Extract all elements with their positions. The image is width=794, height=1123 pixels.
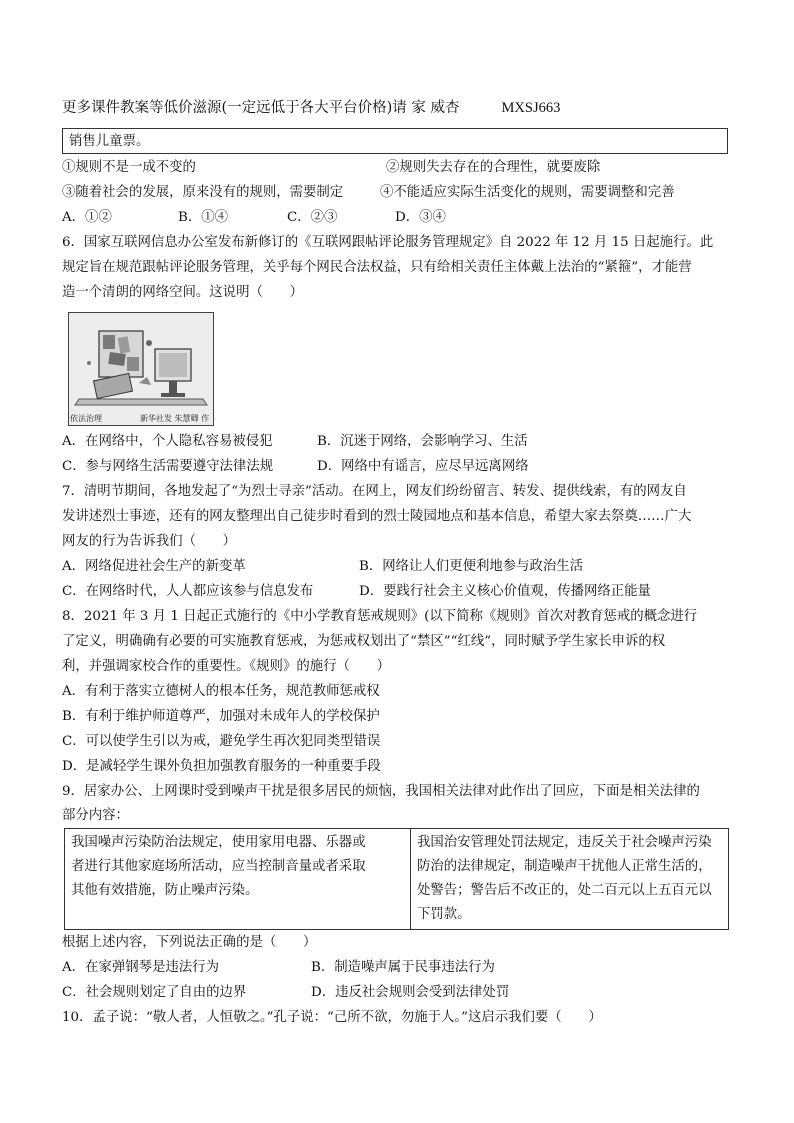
q8-option-a: A．有利于落实立德树人的根本任务，规范教师惩戒权: [62, 684, 380, 699]
q5-choice-c: C．②③: [287, 210, 338, 225]
q8-stem-line-1: 8．2021 年 3 月 1 日起正式施行的《中小学教育惩戒规则》(以下简称《规则》首次对教育惩戒的概念进行: [62, 609, 698, 624]
q6-stem-line-2: 规定旨在规范跟帖评论服务管理，关乎每个网民合法权益，只有给相关责任主体戴上法治的“紧箍”，才能营: [62, 260, 692, 275]
q9-law-right-cell: [411, 829, 729, 930]
q5-tail-text: 销售儿童票。: [69, 134, 150, 149]
q9-option-b: B．制造噪声属于民事违法行为: [311, 960, 495, 975]
q7-option-c: C．在网络时代，人人都应该参与信息发布: [62, 584, 314, 599]
q9-law-right-line: 我国治安管理处罚法规定，违反关于社会噪声污染: [417, 835, 712, 850]
q9-law-left-line: 我国噪声污染防治法规定，使用家用电器、乐器或: [71, 835, 366, 850]
q5-choice-b: B．①④: [178, 210, 229, 225]
q8-stem-line-3: 利，并强调家校合作的重要性。《规则》的施行（ ）: [62, 659, 391, 674]
q5-boxed-material: [62, 128, 728, 154]
q9-question: 根据上述内容，下列说法正确的是（ ）: [62, 935, 317, 950]
q9-law-left-cell: [65, 829, 411, 930]
q9-stem-line-1: 9．居家办公、上网课时受到噪声干扰是很多居民的烦恼，我国相关法律对此作出了回应，下面是相关法律的: [62, 784, 700, 799]
q9-option-a: A．在家弹钢琴是违法行为: [62, 960, 219, 975]
q5-option-4: ④不能适应实际生活变化的规则，需要调整和完善: [380, 185, 675, 200]
q6-option-d: D．网络中有谣言，应尽早远离网络: [317, 459, 529, 474]
q9-stem-line-2: 部分内容：: [62, 808, 129, 823]
q9-option-c: C．社会规则划定了自由的边界: [62, 985, 247, 1000]
q5-option-3: ③随着社会的发展，原来没有的规则，需要制定: [62, 185, 344, 200]
q6-stem-line-1: 6．国家互联网信息办公室发布新修订的《互联网跟帖评论服务管理规定》自 2022 年 12 月 15 日起施行。此: [62, 235, 714, 250]
q6-option-b: B．沉迷于网络，会影响学习、生活: [317, 434, 528, 449]
q8-stem-line-2: 了定义，明确确有必要的可实施教育惩戒，为惩戒权划出了“禁区”“红线”，同时赋予学生家长申诉的权: [62, 634, 666, 649]
header-text: 更多课件教案等低价滋源(一定远低于各大平台价格)请 家 威杏: [62, 100, 460, 116]
q6-option-c: C．参与网络生活需要遵守法律法规: [62, 459, 274, 474]
header-code: MXSJ663: [501, 100, 561, 116]
q9-law-right-line: 处警告；警告后不改正的，处二百元以上五百元以: [417, 883, 712, 898]
q9-law-right-line: 下罚款。: [417, 907, 471, 922]
q8-option-b: B．有利于维护师道尊严，加强对未成年人的学校保护: [62, 709, 380, 724]
q7-stem-line-3: 网友的行为告诉我们（ ）: [62, 534, 237, 549]
q9-law-left-line: 其他有效措施，防止噪声污染。: [71, 883, 259, 898]
q7-option-b: B．网络让人们更便利地参与政治生活: [359, 559, 584, 574]
q7-stem-line-2: 发讲述烈士事迹，还有的网友整理出自己徒步时看到的烈士陵园地点和基本信息，希望大家去祭奠……广大: [62, 509, 692, 524]
q10-stem-line-1: 10．孟子说：“敬人者，人恒敬之。”孔子说：“己所不欲，勿施于人。”这启示我们要（ ）: [62, 1010, 602, 1025]
q5-choice-d: D．③④: [395, 210, 446, 225]
q5-option-1: ①规则不是一成不变的: [62, 160, 196, 175]
q6-cartoon-image: [68, 312, 214, 426]
cartoon-caption-left: 依法治理: [70, 414, 102, 423]
q9-law-table: [64, 828, 729, 930]
q8-option-c: C．可以使学生引以为戒，避免学生再次犯同类型错误: [62, 734, 381, 749]
page-header: [62, 96, 560, 117]
q7-option-a: A．网络促进社会生产的新变革: [62, 559, 246, 574]
q7-option-d: D．要践行社会主义核心价值观，传播网络正能量: [359, 584, 651, 599]
q5-option-2: ②规则失去存在的合理性，就要废除: [386, 160, 601, 175]
q6-option-a: A．在网络中，个人隐私容易被侵犯: [62, 434, 273, 449]
cartoon-illustration: [69, 313, 213, 425]
q9-law-right-line: 防治的法律规定，制造噪声干扰他人正常生活的，: [417, 859, 712, 874]
q9-option-d: D．违反社会规则会受到法律处罚: [311, 985, 510, 1000]
q8-option-d: D．是减轻学生课外负担加强教育服务的一种重要手段: [62, 759, 381, 774]
q5-choice-a: A．①②: [62, 210, 112, 225]
q6-stem-line-3: 造一个清朗的网络空间。这说明（ ）: [62, 285, 304, 300]
q9-law-left-line: 者进行其他家庭场所活动，应当控制音量或者采取: [71, 859, 366, 874]
cartoon-caption-right: 新华社发 朱慧卿 作: [140, 414, 210, 423]
q7-stem-line-1: 7．清明节期间，各地发起了“为烈士寻亲”活动。在网上，网友们纷纷留言、转发、提供线索，有的网友自: [62, 484, 687, 499]
